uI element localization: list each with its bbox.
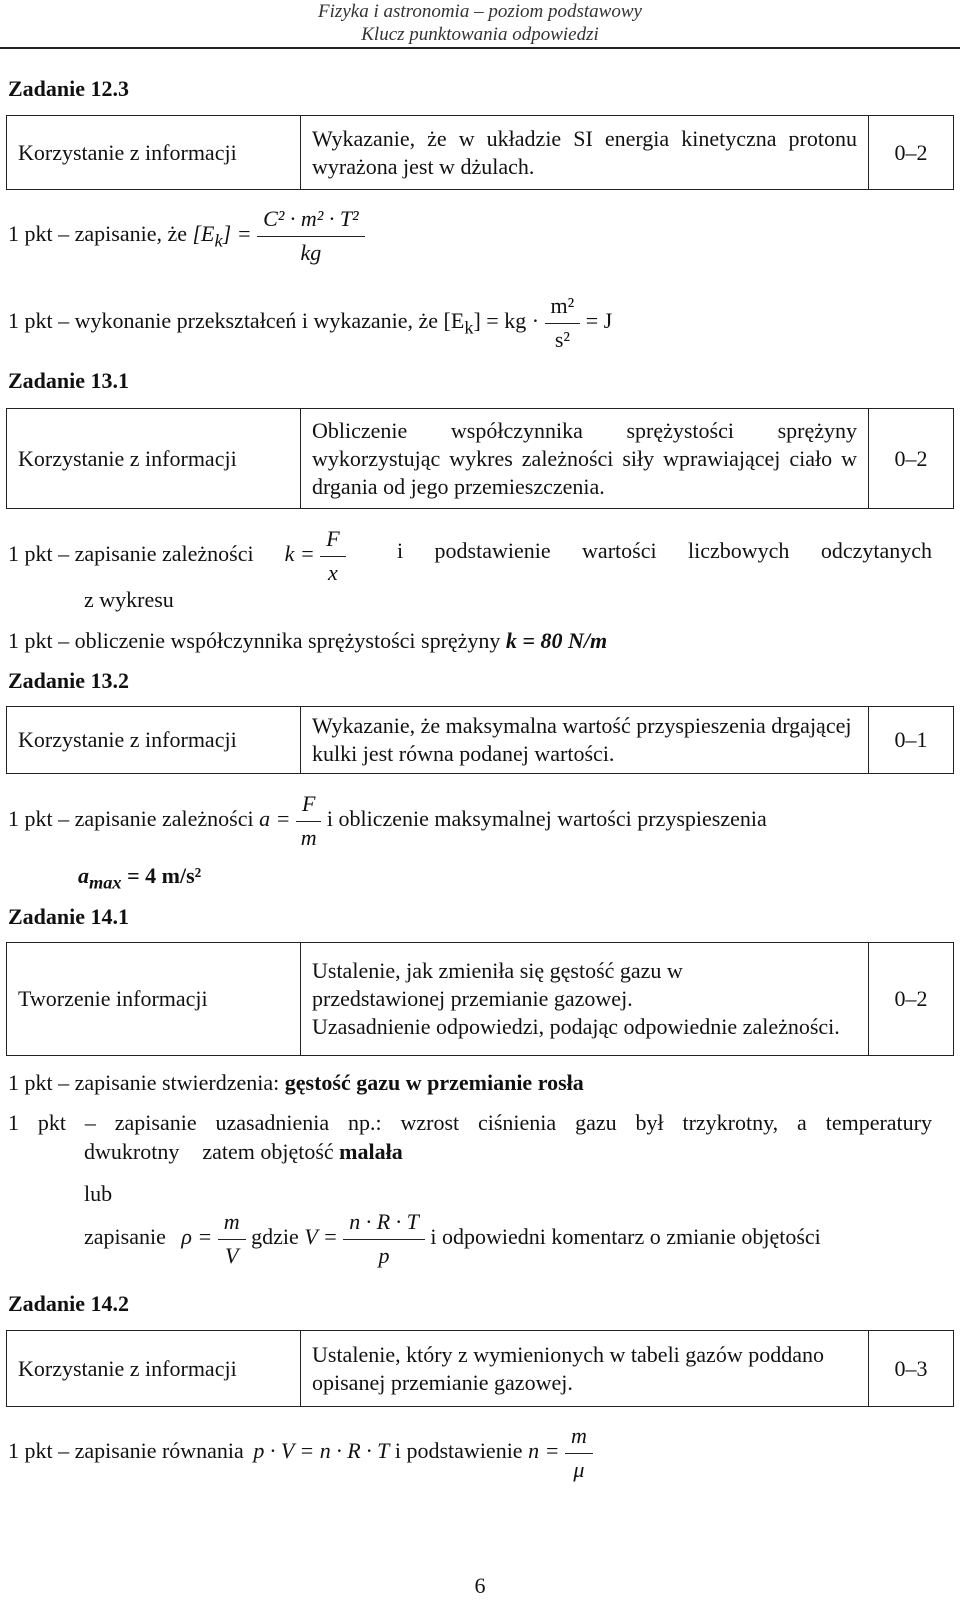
criterion-text-mid: ] = kg · bbox=[473, 308, 540, 334]
task-points: 0–2 bbox=[869, 116, 954, 190]
task-table-14-1 bbox=[6, 942, 954, 1056]
criterion-14-1-2-cont: dwukrotny zatem objętość malała bbox=[84, 1139, 403, 1164]
page-number: 6 bbox=[474, 1573, 486, 1598]
task-points: 0–2 bbox=[869, 409, 954, 509]
formula-lhs: a = bbox=[259, 806, 291, 832]
criterion-text: 1 pkt – zapisanie zależności bbox=[8, 541, 254, 567]
task-description bbox=[301, 943, 869, 1056]
formula-fraction: $\frac{F}{x}$ bbox=[320, 525, 345, 587]
task-category: Korzystanie z informacji bbox=[7, 1331, 301, 1407]
task-table-12-3 bbox=[6, 115, 954, 190]
or-label: lub bbox=[84, 1181, 113, 1206]
criterion-text-suffix: i obliczenie maksymalnej wartości przyspieszenia bbox=[326, 806, 767, 832]
task-category: Korzystanie z informacji bbox=[7, 707, 301, 774]
criterion-14-1-2: 1 pkt – zapisanie uzasadnienia np.: wzrost ciśnienia gazu był trzykrotny, a temperatury bbox=[8, 1110, 932, 1135]
criterion-text-mid: gdzie bbox=[251, 1224, 299, 1250]
task-description: Obliczenie współczynnika sprężystości sprężyny wykorzystując wykres zależności siły wprawiającej ciało w drgania od jego przemieszczenia. bbox=[301, 409, 869, 509]
criterion-text: 1 pkt – zapisanie stwierdzenia: bbox=[8, 1070, 280, 1095]
task-points: 0–1 bbox=[869, 707, 954, 774]
formula-fraction-moles: $\frac{m}{\mu}$ bbox=[565, 1422, 593, 1484]
formula-fraction-density: $\frac{m}{V}$ bbox=[218, 1208, 246, 1270]
task-title-14-2: Zadanie 14.2 bbox=[8, 1291, 130, 1316]
criterion-12-3-2 bbox=[8, 292, 612, 354]
header-divider bbox=[0, 47, 960, 49]
task-category: Korzystanie z informacji bbox=[7, 409, 301, 509]
task-table-13-1 bbox=[6, 408, 954, 509]
task-description: Ustalenie, który z wymienionych w tabeli gazów poddano opisanej przemianie gazowej. bbox=[301, 1331, 869, 1407]
criterion-text-suffix: i odpowiedni komentarz o zmianie objętości bbox=[430, 1224, 821, 1250]
task-title-13-2: Zadanie 13.2 bbox=[8, 668, 130, 693]
formula-lhs: ρ = bbox=[181, 1224, 213, 1250]
unit-fraction: $\frac{\text{m²}}{\text{s²}}$ bbox=[545, 292, 581, 354]
task-description: Wykazanie, że w układzie SI energia kinetyczna protonu wyrażona jest w dżulach. bbox=[301, 116, 869, 190]
formula-lhs: k = bbox=[284, 541, 315, 567]
criterion-14-2-1 bbox=[8, 1422, 593, 1484]
criterion-text: 1 pkt – wykonanie przekształceń i wykazanie, że [E bbox=[8, 308, 465, 334]
criterion-13-1-2 bbox=[8, 627, 607, 656]
task-table-14-2 bbox=[6, 1330, 954, 1407]
formula-fraction: $\frac{\text{C² · m² · T²}}{kg}$ bbox=[257, 205, 365, 267]
criterion-text-end: = J bbox=[585, 308, 613, 334]
formula-ideal-gas: p · V = n · R · T bbox=[253, 1438, 390, 1464]
task-description: Wykazanie, że maksymalna wartość przyspieszenia drgającej kulki jest równa podanej wartości. bbox=[301, 707, 869, 774]
task-title-13-1: Zadanie 13.1 bbox=[8, 368, 130, 393]
result-value: k = 80 N/m bbox=[505, 628, 608, 653]
formula-fraction: $\frac{F}{m}$ bbox=[296, 790, 321, 852]
formula-lhs: n = bbox=[528, 1438, 560, 1464]
task-table-13-2 bbox=[6, 706, 954, 774]
criterion-13-1-1 bbox=[8, 525, 346, 587]
header-doc-title: Klucz punktowania odpowiedzi bbox=[361, 24, 599, 45]
task-title-14-1: Zadanie 14.1 bbox=[8, 904, 130, 929]
task-description-part2: Uzasadnienie odpowiedzi, podając odpowiednie zależności. bbox=[312, 1014, 840, 1039]
criterion-text: 1 pkt – zapisanie równania bbox=[8, 1438, 244, 1464]
criterion-12-3-1 bbox=[8, 205, 365, 267]
task-category: Tworzenie informacji bbox=[7, 943, 301, 1056]
criterion-text: 1 pkt – obliczenie współczynnika sprężystości sprężyny bbox=[8, 628, 501, 653]
task-points: 0–3 bbox=[869, 1331, 954, 1407]
header-subject: Fizyka i astronomia – poziom podstawowy bbox=[318, 1, 642, 22]
task-points: 0–2 bbox=[869, 943, 954, 1056]
criterion-13-1-1-suffix: i podstawienie wartości liczbowych odczytanych bbox=[397, 538, 932, 563]
criterion-14-1-alt bbox=[84, 1208, 821, 1270]
formula-fraction-volume: $\frac{n \cdot R \cdot T}{p}$ bbox=[343, 1208, 425, 1270]
criterion-text: zapisanie bbox=[84, 1224, 166, 1250]
criterion-text: 1 pkt – zapisanie, że bbox=[8, 221, 187, 247]
criterion-13-2-1 bbox=[8, 790, 767, 852]
formula-lhs: $[E_k]$ = bbox=[192, 221, 252, 251]
criterion-text-mid: i podstawienie bbox=[394, 1438, 523, 1464]
task-description-part1: Ustalenie, jak zmieniła się gęstość gazu w przedstawionej przemianie gazowej. bbox=[312, 958, 683, 1011]
subscript: k bbox=[464, 317, 474, 338]
criterion-14-1-1 bbox=[8, 1069, 584, 1098]
task-category: Korzystanie z informacji bbox=[7, 116, 301, 190]
criterion-13-1-1-cont: z wykresu bbox=[84, 587, 174, 612]
formula-lhs-volume: V = bbox=[304, 1224, 338, 1250]
result-a-max: $a_{max} = 4$ m/s² bbox=[78, 863, 202, 893]
criterion-answer: gęstość gazu w przemianie rosła bbox=[284, 1070, 584, 1095]
task-title-12-3: Zadanie 12.3 bbox=[8, 76, 130, 101]
criterion-text: 1 pkt – zapisanie zależności bbox=[8, 806, 254, 832]
